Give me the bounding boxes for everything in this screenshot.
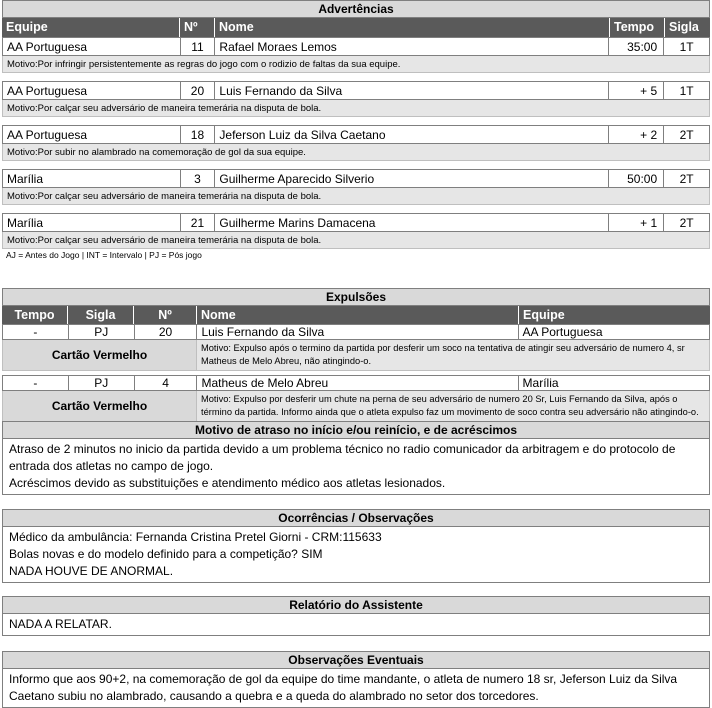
cell-num: 11 [181, 38, 216, 55]
header-equipe: Equipe [2, 18, 180, 37]
ocorrencias-section [2, 509, 710, 583]
cell-equipe: AA Portuguesa [3, 82, 181, 99]
cell-sigla: 1T [679, 84, 694, 98]
advertencia-entry [2, 81, 710, 117]
atraso-section [2, 421, 710, 495]
cell-equipe: AA Portuguesa [3, 38, 181, 55]
ocorrencia-line: Médico da ambulância: Fernanda Cristina Pretel Giorni - CRM:115633 [9, 530, 382, 544]
motivo-text: Motivo:Por calçar seu adversário de maneira temerária na disputa de bola. [2, 188, 710, 205]
cell-tempo: + 2 [609, 126, 664, 143]
advertencias-title: Advertências [2, 0, 710, 18]
motivo-text: Motivo:Por infringir persistentemente as regras do jogo com o rodizio de faltas da sua equipe. [2, 56, 710, 73]
cell-num: 20 [135, 325, 198, 339]
expulsao-detail [2, 391, 710, 422]
red-card-label: Cartão Vermelho [2, 340, 197, 371]
header-tempo: Tempo [2, 306, 68, 324]
cell-nome: Guilherme Marins Damacena [215, 214, 609, 231]
advertencias-section [2, 0, 710, 261]
cell-num: 4 [135, 376, 198, 390]
cell-sigla: 1T [679, 40, 694, 54]
expulsao-detail [2, 340, 710, 371]
ocorrencias-text-box [2, 527, 710, 583]
motivo-text: Motivo: Expulso após o termino da partida por desferir um soco na tentativa de atingir seu adversário de numero 4, sr Matheus de Melo Abreu, não atingindo-o. [197, 340, 710, 371]
header-nome: Nome [197, 306, 519, 324]
motivo-text: Motivo:Por calçar seu adversário de maneira temerária na disputa de bola. [2, 100, 710, 117]
advertencia-entry [2, 169, 710, 205]
eventuais-section [2, 651, 710, 708]
cell-equipe: Marília [522, 376, 559, 390]
cell-sigla: 2T [679, 172, 694, 186]
cell-sigla: 2T [679, 128, 694, 142]
cell-sigla: PJ [69, 325, 135, 339]
cell-equipe: AA Portuguesa [3, 126, 181, 143]
cell-num: 20 [181, 82, 216, 99]
header-sigla: Sigla [68, 306, 134, 324]
assistente-title: Relatório do Assistente [2, 596, 710, 614]
header-tempo: Tempo [610, 18, 665, 37]
assistente-text-box [2, 614, 710, 636]
cell-nome: Rafael Moraes Lemos [215, 38, 609, 55]
cell-num: 18 [181, 126, 216, 143]
cell-tempo: - [3, 376, 69, 390]
legend-text: AJ = Antes do Jogo | INT = Intervalo | PJ = Pós jogo [6, 250, 202, 260]
ocorrencia-line: Bolas novas e do modelo definido para a competição? SIM [9, 547, 323, 561]
table-row [2, 213, 710, 232]
eventuais-line: Informo que aos 90+2, na comemoração de gol da equipe do time mandante, o atleta de numero 18 sr, Jeferson Luiz da Silva Caetano subiu no alambrado, causando a quebra e a queda do alambrado no setor dos torcedores. [9, 672, 678, 703]
expulsao-entry [2, 375, 710, 422]
expulsoes-header [2, 306, 710, 324]
atraso-line: Acréscimos devido as substituições e atendimento médico aos atletas lesionados. [9, 476, 446, 490]
motivo-text: Motivo: Expulso por desferir um chute na perna de seu adversário de numero 20 Sr, Luis Fernando da Silva, após o término da partida. Informo ainda que o atleta expulso faz um movimento de soco contra seu adversário não atingindo-o. [197, 391, 710, 422]
expulsao-entry [2, 324, 710, 371]
red-card-label: Cartão Vermelho [2, 391, 197, 422]
cell-tempo: 35:00 [609, 38, 664, 55]
advertencia-entry [2, 37, 710, 73]
cell-tempo: - [3, 325, 69, 339]
cell-equipe: Marília [3, 214, 181, 231]
cell-nome: Matheus de Melo Abreu [197, 376, 518, 390]
table-row [2, 324, 710, 340]
assistente-section [2, 596, 710, 636]
header-sigla: Sigla [669, 20, 699, 34]
eventuais-text-box [2, 669, 710, 708]
cell-nome: Jeferson Luiz da Silva Caetano [215, 126, 609, 143]
cell-tempo: + 5 [609, 82, 664, 99]
cell-num: 21 [181, 214, 216, 231]
atraso-text-box [2, 439, 710, 495]
cell-nome: Luis Fernando da Silva [197, 325, 518, 339]
advertencias-header [2, 18, 710, 37]
table-row [2, 37, 710, 56]
header-num: Nº [134, 306, 197, 324]
cell-sigla: 2T [679, 216, 694, 230]
ocorrencias-title: Ocorrências / Observações [2, 509, 710, 527]
cell-nome: Guilherme Aparecido Silverio [215, 170, 609, 187]
header-equipe: Equipe [523, 308, 565, 322]
advertencia-entry [2, 125, 710, 161]
table-row [2, 375, 710, 391]
eventuais-title: Observações Eventuais [2, 651, 710, 669]
motivo-text: Motivo:Por calçar seu adversário de maneira temerária na disputa de bola. [2, 232, 710, 249]
cell-nome: Luis Fernando da Silva [215, 82, 609, 99]
table-row [2, 81, 710, 100]
atraso-title: Motivo de atraso no início e/ou reinício, e de acréscimos [2, 421, 710, 439]
cell-sigla: PJ [69, 376, 135, 390]
expulsoes-section [2, 288, 710, 422]
header-num: Nº [180, 18, 215, 37]
cell-tempo: + 1 [609, 214, 664, 231]
cell-tempo: 50:00 [609, 170, 664, 187]
motivo-text: Motivo:Por subir no alambrado na comemoração de gol da sua equipe. [2, 144, 710, 161]
assistente-line: NADA A RELATAR. [9, 617, 112, 631]
header-nome: Nome [215, 18, 610, 37]
cell-num: 3 [181, 170, 216, 187]
atraso-line: Atraso de 2 minutos no inicio da partida devido a um problema técnico no radio comunicador da arbitragem e do protocolo de entrada dos atletas no campo de jogo. [9, 442, 676, 473]
table-row [2, 169, 710, 188]
cell-equipe: Marília [3, 170, 181, 187]
ocorrencia-line: NADA HOUVE DE ANORMAL. [9, 564, 174, 578]
expulsoes-title: Expulsões [2, 288, 710, 306]
advertencia-entry [2, 213, 710, 249]
table-row [2, 125, 710, 144]
cell-equipe: AA Portuguesa [522, 325, 603, 339]
